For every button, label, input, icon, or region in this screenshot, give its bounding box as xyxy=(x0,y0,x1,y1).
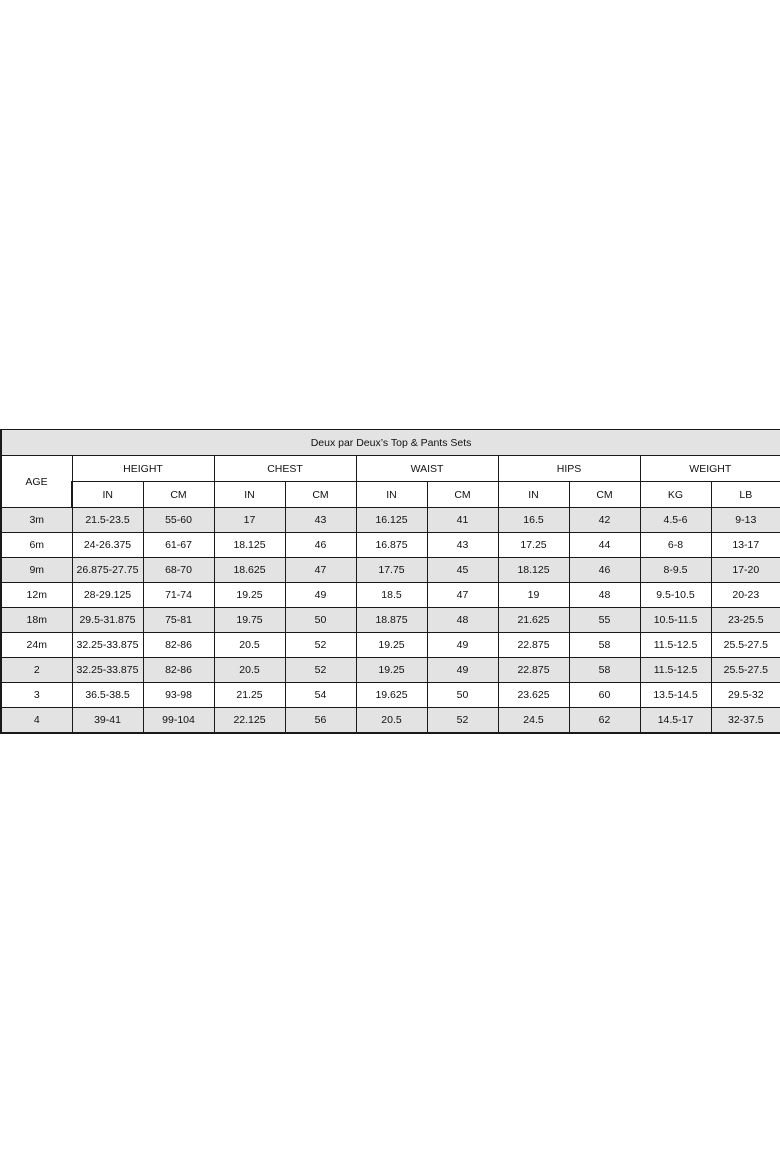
unit-header-chest-in: IN xyxy=(214,482,285,508)
group-header-weight: WEIGHT xyxy=(640,456,780,482)
table-cell: 68-70 xyxy=(143,558,214,583)
group-header-chest: CHEST xyxy=(214,456,356,482)
table-cell: 14.5-17 xyxy=(640,708,711,734)
table-cell: 43 xyxy=(427,533,498,558)
table-cell: 19.25 xyxy=(356,633,427,658)
table-row xyxy=(1,583,780,608)
table-cell: 49 xyxy=(427,633,498,658)
table-cell: 44 xyxy=(569,533,640,558)
table-cell: 20.5 xyxy=(356,708,427,734)
table-row xyxy=(1,633,780,658)
table-cell: 54 xyxy=(285,683,356,708)
table-cell: 4.5-6 xyxy=(640,508,711,533)
table-cell: 23.625 xyxy=(498,683,569,708)
table-cell: 20.5 xyxy=(214,633,285,658)
table-row xyxy=(1,708,780,734)
table-body xyxy=(1,508,780,734)
age-cell: 2 xyxy=(1,658,72,683)
table-cell: 9.5-10.5 xyxy=(640,583,711,608)
table-cell: 25.5-27.5 xyxy=(711,633,780,658)
table-cell: 24-26.375 xyxy=(72,533,143,558)
table-cell: 17 xyxy=(214,508,285,533)
table-cell: 82-86 xyxy=(143,658,214,683)
table-cell: 20.5 xyxy=(214,658,285,683)
group-header-height: HEIGHT xyxy=(72,456,214,482)
table-cell: 55 xyxy=(569,608,640,633)
size-chart xyxy=(0,429,780,734)
table-cell: 48 xyxy=(427,608,498,633)
group-header-row xyxy=(1,456,780,482)
age-cell: 9m xyxy=(1,558,72,583)
unit-header-weight-lb: LB xyxy=(711,482,780,508)
title-row xyxy=(1,430,780,456)
table-cell: 49 xyxy=(427,658,498,683)
table-cell: 23-25.5 xyxy=(711,608,780,633)
table-cell: 9-13 xyxy=(711,508,780,533)
table-cell: 26.875-27.75 xyxy=(72,558,143,583)
age-cell: 6m xyxy=(1,533,72,558)
table-cell: 24.5 xyxy=(498,708,569,734)
table-cell: 99-104 xyxy=(143,708,214,734)
table-cell: 19.25 xyxy=(356,658,427,683)
table-cell: 17-20 xyxy=(711,558,780,583)
age-cell: 24m xyxy=(1,633,72,658)
table-cell: 18.125 xyxy=(214,533,285,558)
table-cell: 29.5-31.875 xyxy=(72,608,143,633)
table-cell: 13-17 xyxy=(711,533,780,558)
table-title: Deux par Deux’s Top & Pants Sets xyxy=(1,430,780,456)
table-cell: 58 xyxy=(569,658,640,683)
table-cell: 18.125 xyxy=(498,558,569,583)
table-cell: 20-23 xyxy=(711,583,780,608)
table-cell: 19 xyxy=(498,583,569,608)
unit-header-hips-in: IN xyxy=(498,482,569,508)
table-cell: 71-74 xyxy=(143,583,214,608)
table-cell: 47 xyxy=(427,583,498,608)
table-cell: 45 xyxy=(427,558,498,583)
table-cell: 36.5-38.5 xyxy=(72,683,143,708)
table-cell: 93-98 xyxy=(143,683,214,708)
table-cell: 10.5-11.5 xyxy=(640,608,711,633)
table-cell: 18.875 xyxy=(356,608,427,633)
group-header-hips: HIPS xyxy=(498,456,640,482)
table-cell: 39-41 xyxy=(72,708,143,734)
age-cell: 3m xyxy=(1,508,72,533)
table-cell: 58 xyxy=(569,633,640,658)
table-cell: 55-60 xyxy=(143,508,214,533)
age-cell: 3 xyxy=(1,683,72,708)
table-cell: 13.5-14.5 xyxy=(640,683,711,708)
table-cell: 19.75 xyxy=(214,608,285,633)
unit-header-waist-cm: CM xyxy=(427,482,498,508)
table-cell: 56 xyxy=(285,708,356,734)
table-cell: 16.125 xyxy=(356,508,427,533)
table-cell: 32.25-33.875 xyxy=(72,658,143,683)
table-row xyxy=(1,508,780,533)
table-cell: 19.625 xyxy=(356,683,427,708)
table-cell: 28-29.125 xyxy=(72,583,143,608)
table-cell: 61-67 xyxy=(143,533,214,558)
table-cell: 18.5 xyxy=(356,583,427,608)
table-cell: 21.625 xyxy=(498,608,569,633)
age-header: AGE xyxy=(1,456,72,508)
group-header-waist: WAIST xyxy=(356,456,498,482)
table-cell: 82-86 xyxy=(143,633,214,658)
table-cell: 52 xyxy=(427,708,498,734)
table-cell: 22.875 xyxy=(498,633,569,658)
table-cell: 52 xyxy=(285,658,356,683)
table-row xyxy=(1,658,780,683)
unit-header-chest-cm: CM xyxy=(285,482,356,508)
table-cell: 8-9.5 xyxy=(640,558,711,583)
table-cell: 29.5-32 xyxy=(711,683,780,708)
unit-header-height-in: IN xyxy=(72,482,143,508)
table-cell: 62 xyxy=(569,708,640,734)
table-cell: 19.25 xyxy=(214,583,285,608)
table-cell: 17.75 xyxy=(356,558,427,583)
table-cell: 32-37.5 xyxy=(711,708,780,734)
table-cell: 16.5 xyxy=(498,508,569,533)
table-cell: 43 xyxy=(285,508,356,533)
table-cell: 60 xyxy=(569,683,640,708)
table-cell: 11.5-12.5 xyxy=(640,658,711,683)
table-cell: 75-81 xyxy=(143,608,214,633)
unit-header-hips-cm: CM xyxy=(569,482,640,508)
table-cell: 50 xyxy=(427,683,498,708)
table-cell: 6-8 xyxy=(640,533,711,558)
table-cell: 22.125 xyxy=(214,708,285,734)
table-cell: 46 xyxy=(285,533,356,558)
table-cell: 21.25 xyxy=(214,683,285,708)
size-table xyxy=(0,429,780,734)
table-cell: 18.625 xyxy=(214,558,285,583)
table-row xyxy=(1,608,780,633)
table-cell: 41 xyxy=(427,508,498,533)
table-cell: 25.5-27.5 xyxy=(711,658,780,683)
table-cell: 22.875 xyxy=(498,658,569,683)
unit-header-waist-in: IN xyxy=(356,482,427,508)
table-cell: 17.25 xyxy=(498,533,569,558)
table-cell: 50 xyxy=(285,608,356,633)
table-cell: 42 xyxy=(569,508,640,533)
table-cell: 21.5-23.5 xyxy=(72,508,143,533)
table-cell: 11.5-12.5 xyxy=(640,633,711,658)
table-cell: 47 xyxy=(285,558,356,583)
unit-header-row xyxy=(1,482,780,508)
table-row xyxy=(1,533,780,558)
table-cell: 52 xyxy=(285,633,356,658)
table-cell: 32.25-33.875 xyxy=(72,633,143,658)
age-cell: 18m xyxy=(1,608,72,633)
table-row xyxy=(1,558,780,583)
unit-header-weight-kg: KG xyxy=(640,482,711,508)
age-cell: 12m xyxy=(1,583,72,608)
table-cell: 49 xyxy=(285,583,356,608)
age-cell: 4 xyxy=(1,708,72,734)
table-cell: 16.875 xyxy=(356,533,427,558)
table-row xyxy=(1,683,780,708)
unit-header-height-cm: CM xyxy=(143,482,214,508)
table-cell: 48 xyxy=(569,583,640,608)
table-cell: 46 xyxy=(569,558,640,583)
